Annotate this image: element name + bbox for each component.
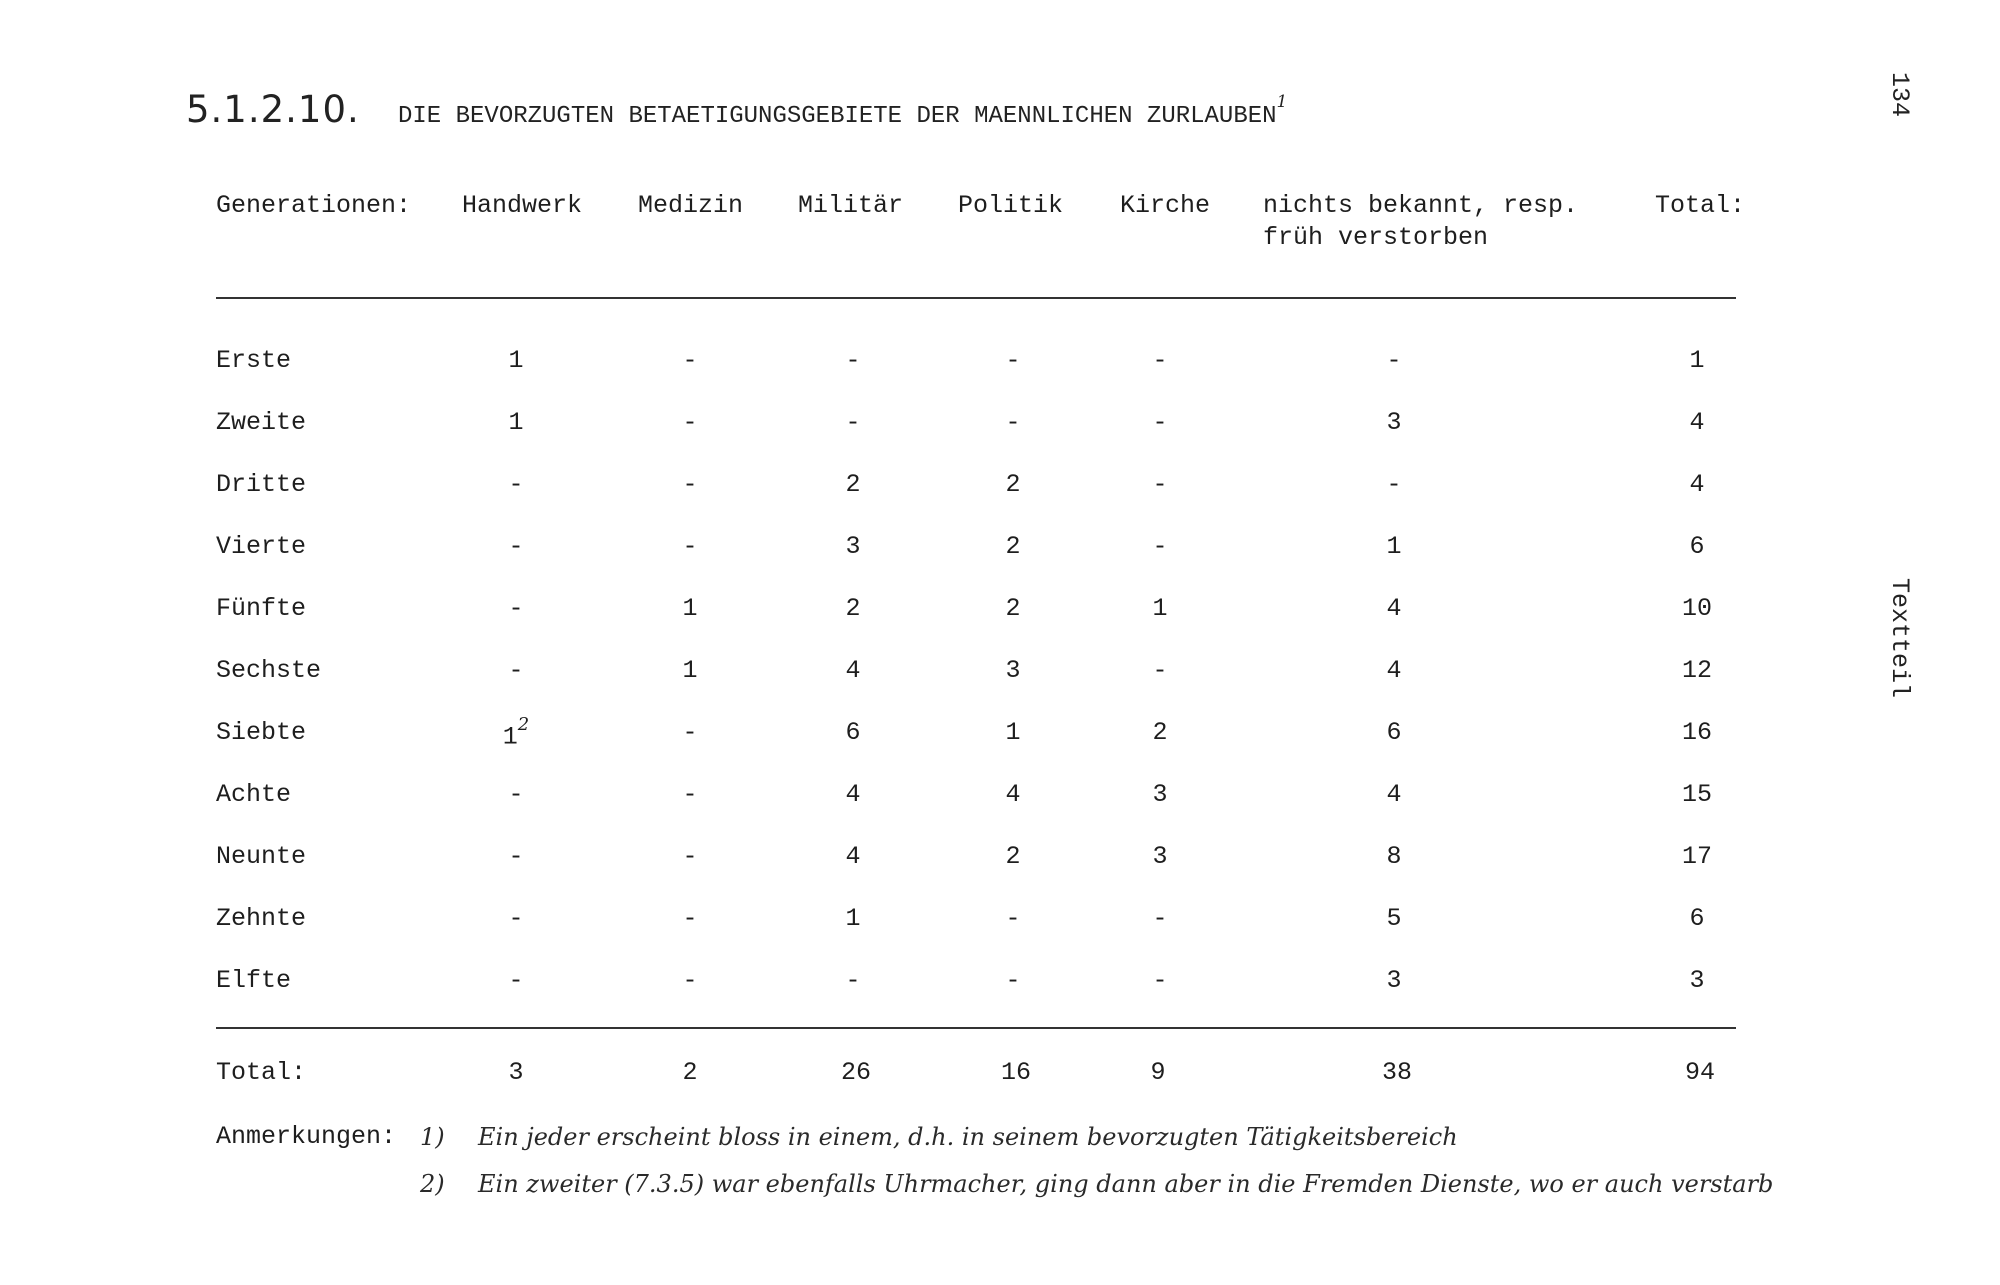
cell-nichts — [1386, 470, 1401, 499]
cell-value: 12 — [1681, 656, 1713, 685]
cell-kirche — [1152, 780, 1167, 809]
cell-kirche — [1152, 532, 1167, 561]
cell-kirche — [1152, 842, 1167, 871]
note-1-text: Ein jeder erscheint bloss in einem, d.h. in seinem bevorzugten Tätigkeitsbereich — [478, 1123, 1458, 1151]
cell-value: 2 — [1005, 842, 1021, 871]
cell-militaer — [845, 780, 860, 809]
cell-value: - — [508, 594, 524, 623]
cell-value: - — [1005, 346, 1021, 375]
row-label: Sechste — [216, 656, 322, 685]
cell-value: 17 — [1681, 842, 1713, 871]
cell-nichts — [1386, 594, 1401, 623]
cell-value: - — [1005, 904, 1021, 933]
total-nichts: 38 — [1381, 1058, 1413, 1087]
cell-medizin — [682, 966, 697, 995]
cell-medizin — [682, 780, 697, 809]
cell-value: 4 — [845, 780, 861, 809]
cell-nichts — [1386, 966, 1401, 995]
cell-value: - — [845, 966, 861, 995]
cell-value: 6 — [845, 718, 861, 747]
cell-value: - — [1152, 346, 1168, 375]
cell-handwerk — [508, 346, 523, 375]
cell-politik — [1005, 656, 1020, 685]
cell-value: - — [682, 966, 698, 995]
header-rule — [216, 297, 1736, 299]
cell-value: 1 — [845, 904, 861, 933]
cell-kirche — [1152, 966, 1167, 995]
cell-value: - — [508, 904, 524, 933]
cell-handwerk — [508, 470, 523, 499]
header-generationen: Generationen: — [216, 191, 412, 220]
cell-value: - — [682, 346, 698, 375]
page-number: 134 — [1885, 72, 1914, 118]
cell-militaer — [845, 532, 860, 561]
cell-handwerk — [508, 904, 523, 933]
cell-politik — [1005, 470, 1020, 499]
cell-value: 8 — [1386, 842, 1402, 871]
cell-value: 6 — [1689, 532, 1705, 561]
cell-value: - — [508, 470, 524, 499]
total-handwerk: 3 — [508, 1058, 524, 1087]
cell-handwerk — [508, 966, 523, 995]
header-total: Total: — [1655, 191, 1746, 220]
cell-total — [1689, 346, 1704, 375]
row-label: Zweite — [216, 408, 307, 437]
cell-value: 5 — [1386, 904, 1402, 933]
cell-value: 1 — [682, 656, 698, 685]
cell-value: - — [682, 842, 698, 871]
cell-value: 4 — [845, 842, 861, 871]
cell-value: 15 — [1681, 780, 1713, 809]
cell-value: - — [1152, 470, 1168, 499]
totals-rule — [216, 1027, 1736, 1029]
cell-value: 4 — [1005, 780, 1021, 809]
cell-value: - — [682, 904, 698, 933]
note-2-number: 2) — [420, 1170, 445, 1198]
cell-kirche — [1152, 408, 1167, 437]
cell-militaer — [845, 842, 860, 871]
cell-politik — [1005, 346, 1020, 375]
cell-value: 3 — [1152, 780, 1168, 809]
total-politik: 16 — [1000, 1058, 1032, 1087]
cell-nichts — [1386, 656, 1401, 685]
cell-value: 10 — [1681, 594, 1713, 623]
cell-value: 6 — [1386, 718, 1402, 747]
title-footnote-mark: 1 — [1276, 92, 1288, 112]
cell-value: - — [1152, 656, 1168, 685]
cell-nichts — [1386, 718, 1401, 747]
cell-value: - — [1386, 470, 1402, 499]
cell-total — [1689, 532, 1704, 561]
cell-nichts — [1386, 408, 1401, 437]
cell-medizin — [682, 904, 697, 933]
cell-handwerk — [502, 714, 530, 752]
cell-medizin — [682, 532, 697, 561]
cell-value: 3 — [1386, 408, 1402, 437]
header-medizin: Medizin — [638, 191, 744, 220]
cell-value: 1 — [508, 408, 524, 437]
cell-total — [1682, 780, 1712, 809]
cell-value: - — [1386, 346, 1402, 375]
cell-total — [1689, 470, 1704, 499]
cell-handwerk — [508, 532, 523, 561]
cell-value: 4 — [1689, 408, 1705, 437]
cell-value: - — [508, 656, 524, 685]
cell-value: - — [682, 532, 698, 561]
cell-value: - — [845, 346, 861, 375]
cell-value: 4 — [1689, 470, 1705, 499]
cell-total — [1682, 842, 1712, 871]
header-handwerk: Handwerk — [462, 191, 583, 220]
row-label: Neunte — [216, 842, 307, 871]
cell-value: - — [682, 470, 698, 499]
cell-value: 4 — [1386, 656, 1402, 685]
cell-value: 16 — [1681, 718, 1713, 747]
cell-value: - — [508, 780, 524, 809]
cell-medizin — [682, 346, 697, 375]
cell-value: 3 — [845, 532, 861, 561]
cell-value: - — [1005, 408, 1021, 437]
cell-value: - — [1152, 904, 1168, 933]
cell-value: 2 — [1005, 470, 1021, 499]
cell-kirche — [1152, 656, 1167, 685]
cell-value: 3 — [1689, 966, 1705, 995]
cell-politik — [1005, 842, 1020, 871]
cell-medizin — [682, 408, 697, 437]
cell-nichts — [1386, 346, 1401, 375]
header-nichts-line1: nichts bekannt, resp. — [1263, 191, 1579, 220]
cell-politik — [1005, 904, 1020, 933]
cell-value: 1 — [502, 722, 518, 752]
total-grand: 94 — [1684, 1058, 1716, 1087]
cell-value: - — [682, 408, 698, 437]
total-militaer: 26 — [840, 1058, 872, 1087]
cell-value: 4 — [845, 656, 861, 685]
cell-value: - — [845, 408, 861, 437]
row-label: Elfte — [216, 966, 292, 995]
cell-politik — [1005, 408, 1020, 437]
cell-value: 1 — [1386, 532, 1402, 561]
row-label: Achte — [216, 780, 292, 809]
cell-militaer — [845, 346, 860, 375]
cell-total — [1689, 966, 1704, 995]
cell-nichts — [1386, 532, 1401, 561]
cell-nichts — [1386, 842, 1401, 871]
cell-value: 4 — [1386, 780, 1402, 809]
row-label: Erste — [216, 346, 292, 375]
cell-kirche — [1152, 718, 1167, 747]
cell-politik — [1005, 594, 1020, 623]
cell-value: 2 — [1005, 594, 1021, 623]
cell-politik — [1005, 532, 1020, 561]
notes-label: Anmerkungen: — [216, 1122, 397, 1151]
cell-value: 4 — [1386, 594, 1402, 623]
cell-total — [1689, 904, 1704, 933]
cell-kirche — [1152, 346, 1167, 375]
cell-value: 2 — [845, 470, 861, 499]
totals-label: Total: — [216, 1058, 307, 1087]
cell-medizin — [682, 656, 697, 685]
cell-value: - — [508, 532, 524, 561]
cell-value: - — [508, 966, 524, 995]
row-label: Dritte — [216, 470, 307, 499]
cell-value: - — [1005, 966, 1021, 995]
cell-total — [1689, 408, 1704, 437]
cell-total — [1682, 656, 1712, 685]
cell-value: 3 — [1152, 842, 1168, 871]
row-label: Zehnte — [216, 904, 307, 933]
header-nichts-line2: früh verstorben — [1263, 223, 1489, 252]
cell-handwerk — [508, 842, 523, 871]
cell-value: - — [508, 842, 524, 871]
cell-value: - — [1152, 966, 1168, 995]
cell-value: 1 — [1152, 594, 1168, 623]
cell-militaer — [845, 904, 860, 933]
cell-value: 3 — [1386, 966, 1402, 995]
cell-value: 1 — [508, 346, 524, 375]
row-label: Fünfte — [216, 594, 307, 623]
row-label: Siebte — [216, 718, 307, 747]
cell-handwerk — [508, 594, 523, 623]
cell-militaer — [845, 470, 860, 499]
cell-value: - — [682, 718, 698, 747]
cell-militaer — [845, 594, 860, 623]
note-2-text: Ein zweiter (7.3.5) war ebenfalls Uhrmacher, ging dann aber in die Fremden Dienste, wo er auch verstarb — [478, 1170, 1774, 1198]
cell-footnote-mark: 2 — [517, 714, 530, 735]
cell-politik — [1005, 780, 1020, 809]
cell-handwerk — [508, 780, 523, 809]
header-nichts — [1263, 190, 1578, 254]
cell-value: - — [682, 780, 698, 809]
cell-value: 2 — [845, 594, 861, 623]
cell-militaer — [845, 718, 860, 747]
cell-kirche — [1152, 594, 1167, 623]
cell-handwerk — [508, 656, 523, 685]
cell-total — [1682, 718, 1712, 747]
note-1-number: 1) — [420, 1123, 445, 1151]
cell-politik — [1005, 718, 1020, 747]
cell-militaer — [845, 656, 860, 685]
cell-medizin — [682, 718, 697, 747]
cell-kirche — [1152, 470, 1167, 499]
cell-militaer — [845, 408, 860, 437]
section-title — [398, 92, 1288, 130]
section-title-text: DIE BEVORZUGTEN BETAETIGUNGSGEBIETE DER MAENNLICHEN ZURLAUBEN — [398, 103, 1277, 130]
cell-medizin — [682, 470, 697, 499]
side-label: Textteil — [1885, 578, 1914, 699]
cell-medizin — [682, 842, 697, 871]
total-kirche: 9 — [1150, 1058, 1166, 1087]
cell-medizin — [682, 594, 697, 623]
cell-value: 2 — [1005, 532, 1021, 561]
row-label: Vierte — [216, 532, 307, 561]
header-militaer: Militär — [798, 191, 904, 220]
cell-nichts — [1386, 780, 1401, 809]
cell-value: 3 — [1005, 656, 1021, 685]
cell-value: - — [1152, 532, 1168, 561]
cell-value: 1 — [1005, 718, 1021, 747]
header-kirche: Kirche — [1120, 191, 1211, 220]
section-number: 5.1.2.10. — [186, 88, 360, 131]
cell-kirche — [1152, 904, 1167, 933]
cell-value: 6 — [1689, 904, 1705, 933]
header-politik: Politik — [958, 191, 1064, 220]
cell-value: 1 — [682, 594, 698, 623]
cell-value: - — [1152, 408, 1168, 437]
cell-value: 2 — [1152, 718, 1168, 747]
cell-handwerk — [508, 408, 523, 437]
cell-militaer — [845, 966, 860, 995]
cell-nichts — [1386, 904, 1401, 933]
total-medizin: 2 — [682, 1058, 698, 1087]
cell-value: 1 — [1689, 346, 1705, 375]
cell-politik — [1005, 966, 1020, 995]
cell-total — [1682, 594, 1712, 623]
